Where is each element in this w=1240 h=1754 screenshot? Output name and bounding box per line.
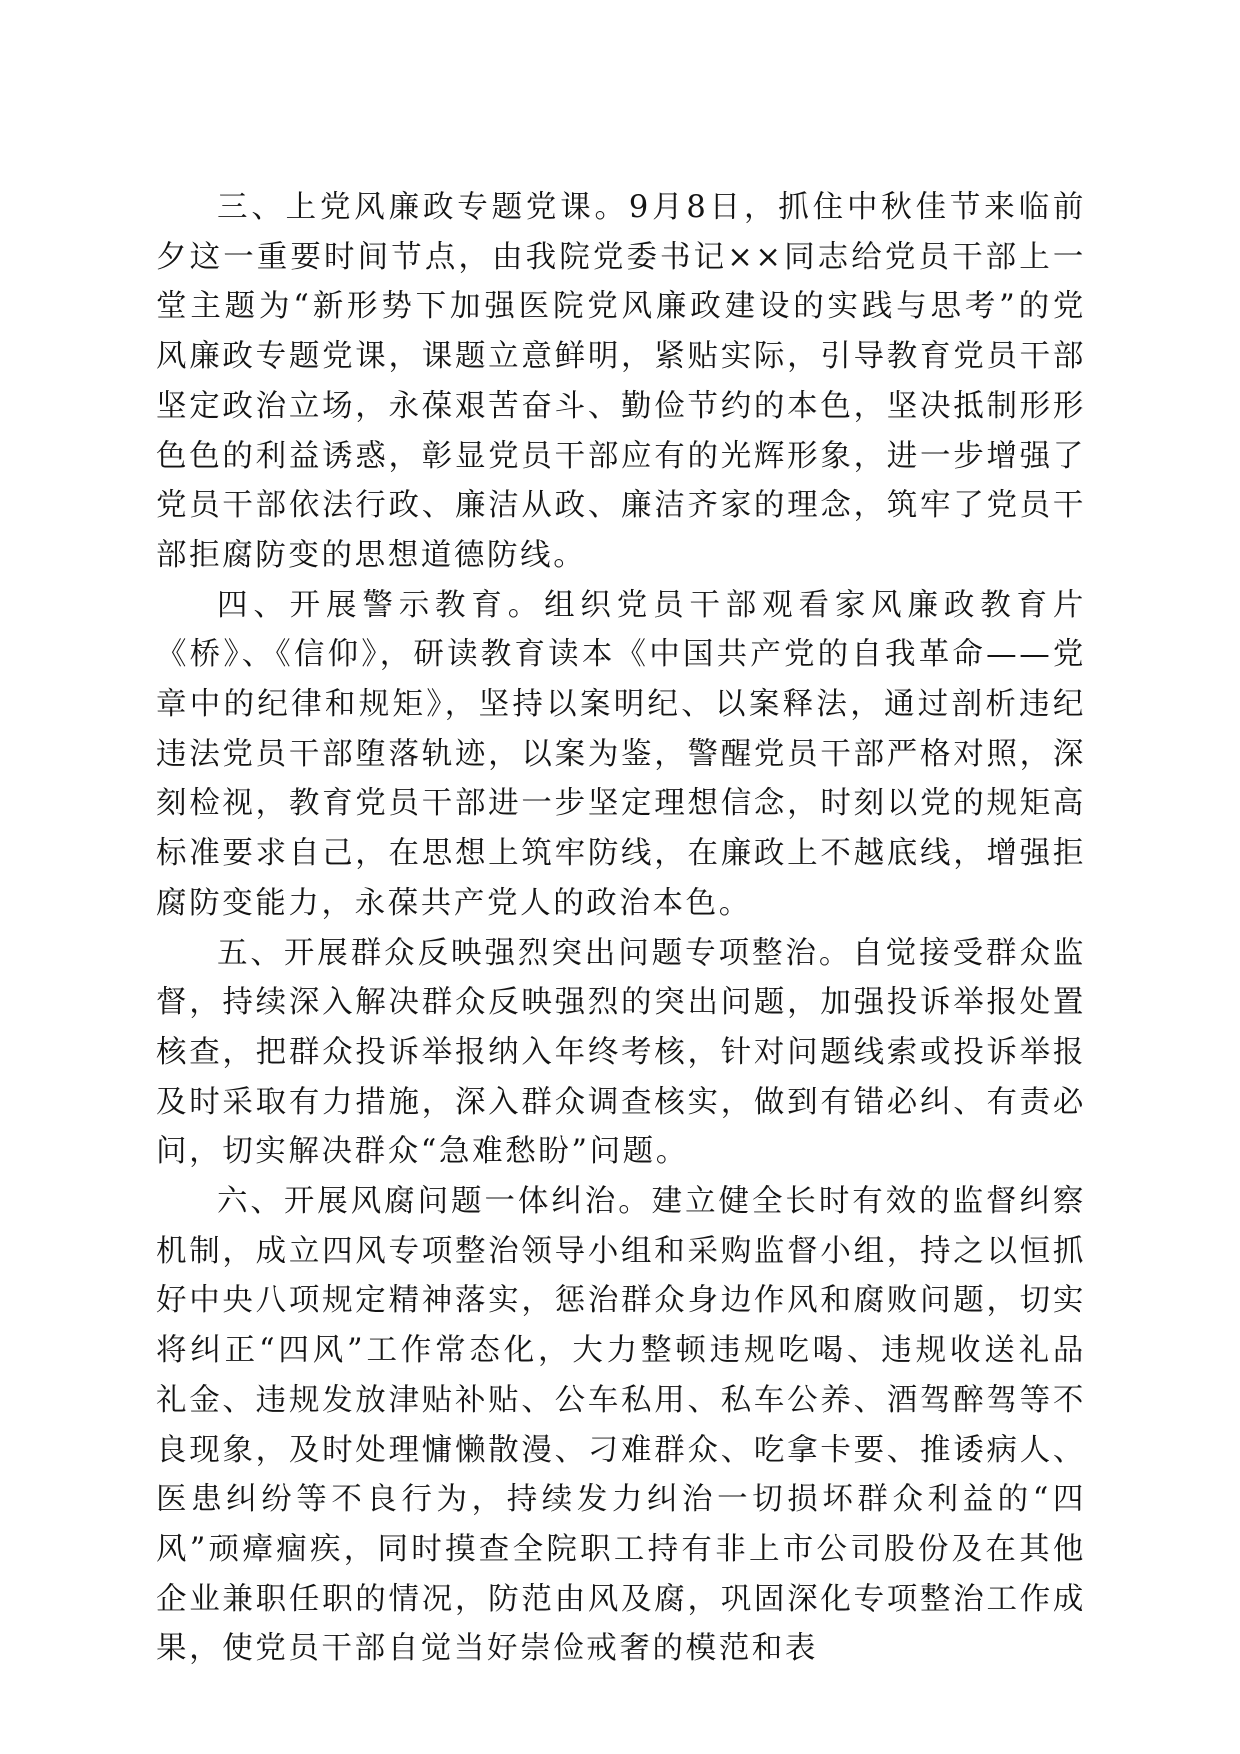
paragraph-party-lecture: 三、上党风廉政专题党课。9月8日，抓住中秋佳节来临前夕这一重要时间节点，由我院党委书记××同志给党员干部上一堂主题为“新形势下加强医院党风廉政建设的实践与思考”的党风廉政专题党课，课题立意鲜明，紧贴实际，引导教育党员干部坚定政治立场，永葆艰苦奋斗、勤俭节约的本色，坚决抵制形形色色的利益诱惑，彰显党员干部应有的光辉形象，进一步增强了党员干部依法行政、廉洁从政、廉洁齐家的理念，筑牢了党员干部拒腐防变的思想道德防线。	[156, 190, 1086, 573]
paragraph-misconduct-rectification: 六、开展风腐问题一体纠治。建立健全长时有效的监督纠察机制，成立四风专项整治领导小组和采购监督小组，持之以恒抓好中央八项规定精神落实，惩治群众身边作风和腐败问题，切实将纠正“四风”工作常态化，大力整顿违规吃喝、违规收送礼品礼金、违规发放津贴补贴、公车私用、私车公养、酒驾醉驾等不良现象，及时处理慵懒散漫、刁难群众、吃拿卡要、推诿病人、医患纠纷等不良行为，持续发力纠治一切损坏群众利益的“四风”顽瘴痼疾，同时摸查全院职工持有非上市公司股份及在其他企业兼职任职的情况，防范由风及腐，巩固深化专项整治工作成果，使党员干部自觉当好崇俭戒奢的模范和表	[156, 1184, 1086, 1667]
document-body	[156, 183, 1086, 1674]
paragraph-public-complaints: 五、开展群众反映强烈突出问题专项整治。自觉接受群众监督，持续深入解决群众反映强烈的突出问题，加强投诉举报处置核查，把群众投诉举报纳入年终考核，针对问题线索或投诉举报及时采取有力措施，深入群众调查核实，做到有错必纠、有责必问，切实解决群众“急难愁盼”问题。	[156, 935, 1086, 1170]
paragraph-warning-education: 四、开展警示教育。组织党员干部观看家风廉政教育片《桥》、《信仰》，研读教育读本《中国共产党的自我革命——党章中的纪律和规矩》，坚持以案明纪、以案释法，通过剖析违纪违法党员干部堕落轨迹，以案为鉴，警醒党员干部严格对照，深刻检视，教育党员干部进一步坚定理想信念，时刻以党的规矩高标准要求自己，在思想上筑牢防线，在廉政上不越底线，增强拒腐防变能力，永葆共产党人的政治本色。	[156, 587, 1086, 921]
